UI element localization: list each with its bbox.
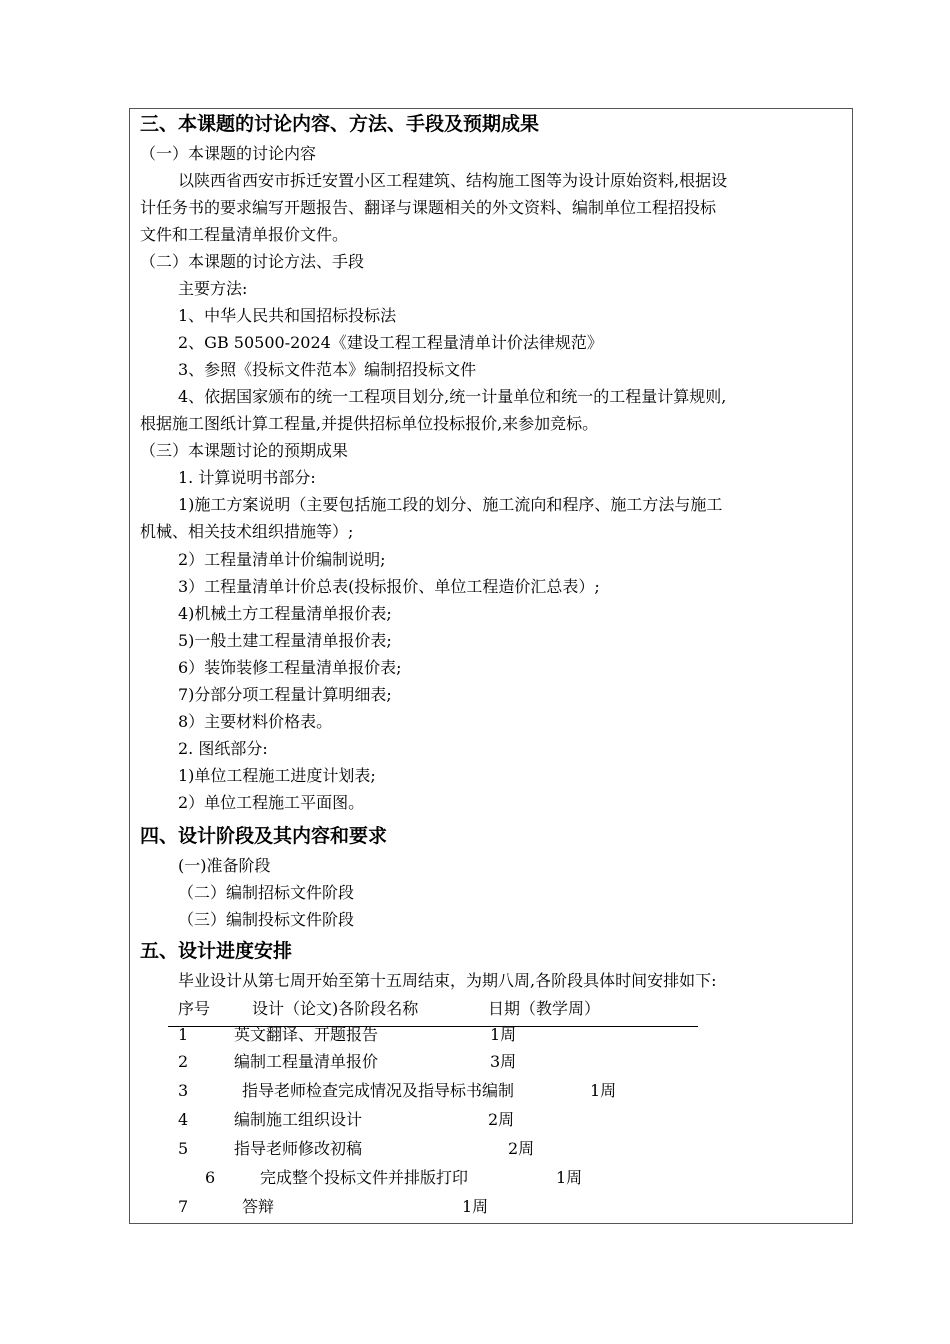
subsection-3-3-heading: （三）本课题讨论的预期成果 bbox=[140, 441, 349, 460]
drawing-item: 2）单位工程施工平面图。 bbox=[178, 793, 365, 812]
paragraph-line: 文件和工程量清单报价文件。 bbox=[140, 225, 349, 244]
methods-label: 主要方法: bbox=[178, 279, 248, 298]
schedule-row-weeks: 1周 bbox=[556, 1168, 583, 1187]
drawing-item: 1)单位工程施工进度计划表; bbox=[178, 766, 376, 785]
schedule-row-no: 1 bbox=[178, 1025, 189, 1044]
calc-item: 5)一般土建工程量清单报价表; bbox=[178, 631, 392, 650]
schedule-row-no: 7 bbox=[178, 1197, 189, 1216]
calc-item: 1)施工方案说明（主要包括施工段的划分、施工流向和程序、施工方法与施工 bbox=[178, 495, 723, 514]
schedule-intro: 毕业设计从第七周开始至第十五周结束，为期八周,各阶段具体时间安排如下: bbox=[178, 971, 717, 990]
method-item: 1、中华人民共和国招标投标法 bbox=[178, 306, 397, 325]
calc-item: 8）主要材料价格表。 bbox=[178, 712, 333, 731]
schedule-row-no: 5 bbox=[178, 1139, 189, 1158]
paragraph-line: 计任务书的要求编写开题报告、翻译与课题相关的外文资料、编制单位工程招投标 bbox=[140, 198, 717, 217]
schedule-header-name: 设计（论文)各阶段名称 bbox=[252, 999, 419, 1018]
schedule-row-no: 4 bbox=[178, 1110, 189, 1129]
stage-item: （二）编制招标文件阶段 bbox=[178, 883, 355, 902]
method-item-continuation: 根据施工图纸计算工程量,并提供招标单位投标报价,来参加竞标。 bbox=[140, 414, 599, 433]
schedule-row-name: 指导老师检查完成情况及指导标书编制 bbox=[242, 1081, 515, 1100]
calc-item: 3）工程量清单计价总表(投标报价、单位工程造价汇总表）; bbox=[178, 577, 600, 596]
schedule-row-name: 编制施工组织设计 bbox=[234, 1110, 363, 1129]
calc-item: 2）工程量清单计价编制说明; bbox=[178, 550, 386, 569]
method-item: 4、依据国家颁布的统一工程项目划分,统一计量单位和统一的工程量计算规则, bbox=[178, 387, 727, 406]
schedule-row-name: 答辩 bbox=[242, 1197, 275, 1216]
schedule-row-weeks: 3周 bbox=[490, 1052, 517, 1071]
schedule-row-name: 编制工程量清单报价 bbox=[234, 1052, 379, 1071]
stage-item: (一)准备阶段 bbox=[178, 856, 271, 875]
paragraph-line: 以陕西省西安市拆迁安置小区工程建筑、结构施工图等为设计原始资料,根据设 bbox=[178, 171, 728, 190]
section-4-heading: 四、设计阶段及其内容和要求 bbox=[140, 825, 388, 847]
schedule-row-no: 6 bbox=[205, 1168, 216, 1187]
stage-item: （三）编制投标文件阶段 bbox=[178, 910, 355, 929]
subsection-3-1-heading: （一）本课题的讨论内容 bbox=[140, 144, 317, 163]
schedule-header-no: 序号 bbox=[178, 999, 211, 1018]
calc-item: 7)分部分项工程量计算明细表; bbox=[178, 685, 392, 704]
drawing-label: 2. 图纸部分: bbox=[178, 739, 268, 758]
schedule-row-weeks: 2周 bbox=[488, 1110, 515, 1129]
schedule-row-name: 完成整个投标文件并排版打印 bbox=[260, 1168, 469, 1187]
schedule-row-no: 3 bbox=[178, 1081, 189, 1100]
subsection-3-2-heading: （二）本课题的讨论方法、手段 bbox=[140, 252, 365, 271]
section-5-heading: 五、设计进度安排 bbox=[140, 940, 293, 962]
calc-item: 6）装饰装修工程量清单报价表; bbox=[178, 658, 402, 677]
method-item: 2、GB 50500-2024《建设工程工程量清单计价法律规范》 bbox=[178, 333, 603, 352]
schedule-row-name: 指导老师修改初稿 bbox=[234, 1139, 363, 1158]
calc-label: 1. 计算说明书部分: bbox=[178, 468, 316, 487]
schedule-row-weeks: 2周 bbox=[508, 1139, 535, 1158]
schedule-row-weeks: 1周 bbox=[590, 1081, 617, 1100]
schedule-row-no: 2 bbox=[178, 1052, 189, 1071]
calc-item-continuation: 机械、相关技术组织措施等）; bbox=[140, 522, 354, 541]
calc-item: 4)机械土方工程量清单报价表; bbox=[178, 604, 392, 623]
section-3-heading: 三、本课题的讨论内容、方法、手段及预期成果 bbox=[140, 113, 540, 135]
method-item: 3、参照《投标文件范本》编制招投标文件 bbox=[178, 360, 477, 379]
schedule-row-weeks: 1周 bbox=[490, 1025, 517, 1044]
schedule-header-date: 日期（教学周） bbox=[488, 999, 601, 1018]
schedule-row-weeks: 1周 bbox=[462, 1197, 489, 1216]
schedule-row-name: 英文翻译、开题报告 bbox=[234, 1025, 379, 1044]
